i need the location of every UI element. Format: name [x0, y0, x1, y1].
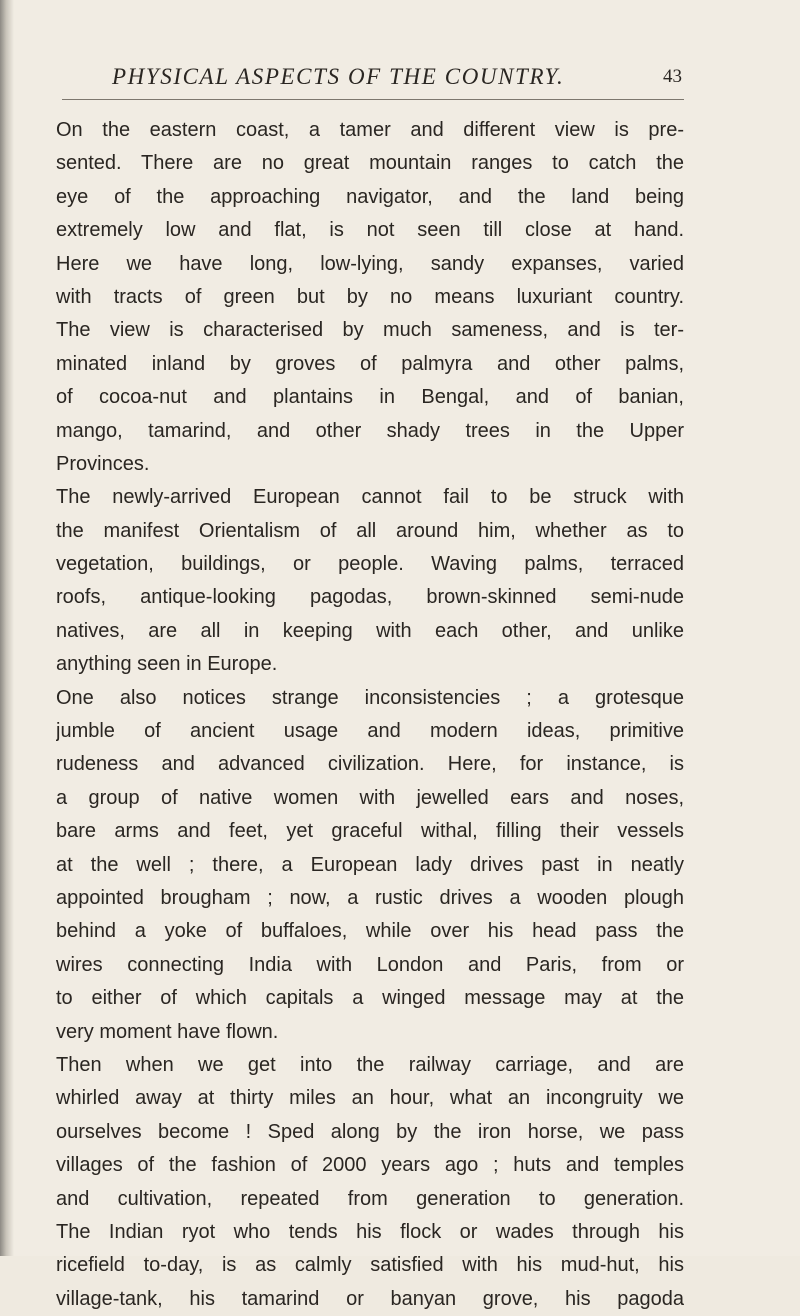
text-line: of cocoa-nut and plantains in Bengal, and of banian,: [56, 386, 684, 409]
text-line: ourselves become ! Sped along by the iron horse, we pass: [56, 1120, 684, 1143]
text-line: Here we have long, low-lying, sandy expanses, varied: [56, 252, 684, 275]
running-head: [112, 64, 684, 104]
text-line: The Indian ryot who tends his flock or wades through his: [56, 1220, 684, 1243]
text-line: behind a yoke of buffaloes, while over his head pass the: [56, 920, 684, 943]
text-line: mango, tamarind, and other shady trees in the Upper: [56, 419, 684, 442]
page-number: 43: [663, 66, 682, 87]
text-line: village-tank, his tamarind or banyan grove, his pagoda: [56, 1287, 684, 1310]
text-line: minated inland by groves of palmyra and other palms,: [56, 352, 684, 375]
text-line: the manifest Orientalism of all around him, whether as to: [56, 519, 684, 542]
text-line: wires connecting India with London and Paris, from or: [56, 953, 684, 976]
text-line: Provinces.: [56, 452, 150, 475]
text-line: extremely low and flat, is not seen till close at hand.: [56, 219, 684, 242]
text-line: The view is characterised by much sameness, and is ter-: [56, 319, 684, 342]
text-line: eye of the approaching navigator, and the land being: [56, 185, 684, 208]
text-line: a group of native women with jewelled ears and noses,: [56, 786, 684, 809]
text-line: whirled away at thirty miles an hour, what an incongruity we: [56, 1087, 684, 1110]
text-line: at the well ; there, a European lady drives past in neatly: [56, 853, 684, 876]
text-line: One also notices strange inconsistencies ; a grotesque: [56, 686, 684, 709]
text-line: and cultivation, repeated from generation to generation.: [56, 1187, 684, 1210]
header-rule: [62, 99, 684, 100]
text-line: appointed brougham ; now, a rustic drives a wooden plough: [56, 886, 684, 909]
text-line: rudeness and advanced civilization. Here, for instance, is: [56, 753, 684, 776]
text-line: ricefield to-day, is as calmly satisfied with his mud-hut, his: [56, 1254, 684, 1277]
text-line: bare arms and feet, yet graceful withal, filling their vessels: [56, 820, 684, 843]
text-line: very moment have flown.: [56, 1020, 279, 1043]
text-line: On the eastern coast, a tamer and different view is pre-: [56, 119, 684, 141]
text-line: villages of the fashion of 2000 years ago ; huts and temples: [56, 1154, 684, 1177]
running-title: PHYSICAL ASPECTS OF THE COUNTRY.: [112, 64, 565, 89]
text-line: The newly-arrived European cannot fail to be struck with: [56, 486, 684, 509]
text-line: natives, are all in keeping with each other, and unlike: [56, 619, 684, 642]
text-line: with tracts of green but by no means luxuriant country.: [56, 285, 684, 308]
body-text: [56, 114, 684, 1316]
text-line: Then when we get into the railway carriage, and are: [56, 1053, 684, 1076]
text-line: anything seen in Europe.: [56, 653, 278, 676]
text-line: roofs, antique-looking pagodas, brown-skinned semi-nude: [56, 586, 684, 609]
text-line: jumble of ancient usage and modern ideas, primitive: [56, 720, 684, 743]
text-line: to either of which capitals a winged message may at the: [56, 987, 684, 1010]
text-line: sented. There are no great mountain ranges to catch the: [56, 152, 684, 175]
text-line: vegetation, buildings, or people. Waving palms, terraced: [56, 553, 684, 576]
page-gutter-shadow: [0, 0, 14, 1256]
